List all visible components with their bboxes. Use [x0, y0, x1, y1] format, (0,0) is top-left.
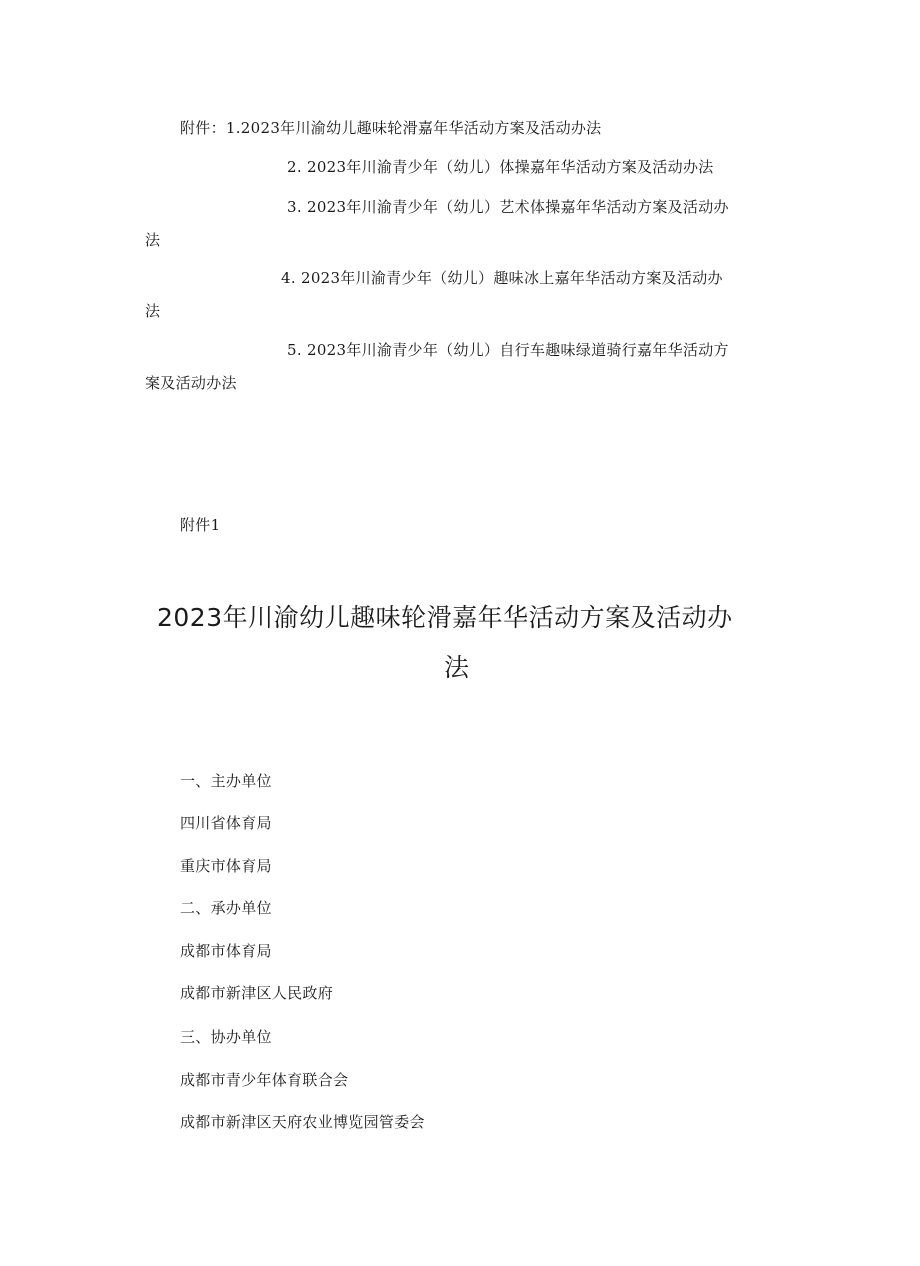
co-organizer-unit-1: 成都市青少年体育联合会: [180, 1071, 349, 1089]
host-unit-1: 四川省体育局: [180, 814, 272, 832]
attachment-item-5-line2: 案及活动办法: [145, 374, 237, 392]
attachment-item-1: 附件：1.2023年川渝幼儿趣味轮滑嘉年华活动方案及活动办法: [180, 119, 602, 137]
attachment-label: 附件1: [180, 516, 221, 534]
section-heading-co-organizer: 三、协办单位: [180, 1028, 272, 1046]
document-title-line1: 2023年川渝幼儿趣味轮滑嘉年华活动方案及活动办: [157, 603, 733, 632]
attachment-item-2: 2. 2023年川渝青少年（幼儿）体操嘉年华活动方案及活动办法: [287, 158, 714, 176]
organizer-unit-2: 成都市新津区人民政府: [180, 984, 334, 1002]
attachment-item-3-line2: 法: [145, 231, 161, 249]
document-title-line2: 法: [444, 653, 470, 682]
attachment-item-4-line1: 4. 2023年川渝青少年（幼儿）趣味冰上嘉年华活动方案及活动办: [281, 269, 723, 287]
attachment-item-5-line1: 5. 2023年川渝青少年（幼儿）自行车趣味绿道骑行嘉年华活动方: [287, 341, 729, 359]
attachment-item-3-line1: 3. 2023年川渝青少年（幼儿）艺术体操嘉年华活动方案及活动办: [287, 198, 729, 216]
co-organizer-unit-2: 成都市新津区天府农业博览园管委会: [180, 1113, 425, 1131]
host-unit-2: 重庆市体育局: [180, 857, 272, 875]
attachment-item-4-line2: 法: [145, 302, 161, 320]
organizer-unit-1: 成都市体育局: [180, 942, 272, 960]
section-heading-host: 一、主办单位: [180, 772, 272, 790]
section-heading-organizer: 二、承办单位: [180, 899, 272, 917]
